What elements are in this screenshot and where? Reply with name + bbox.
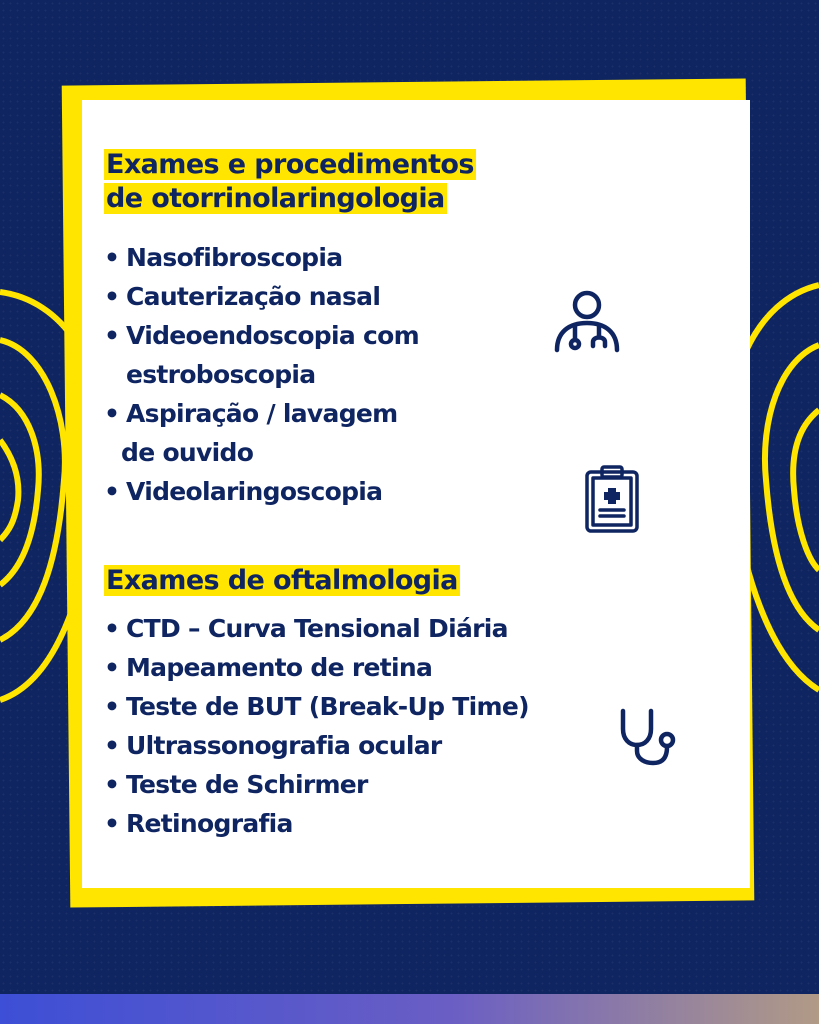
clipboard-medical-icon [584, 464, 640, 534]
section2-list [104, 609, 529, 843]
list-item: • Videolaringoscopia [104, 472, 419, 511]
list-item: • Retinografia [104, 804, 529, 843]
doctor-icon [553, 288, 621, 356]
list-item: • Videoendoscopia com estroboscopia [104, 316, 419, 394]
list-item: • Ultrassonografia ocular [104, 726, 529, 765]
list-item: • Mapeamento de retina [104, 648, 529, 687]
stethoscope-icon [617, 707, 679, 767]
section1-title-line2: de otorrinolaringologia [106, 183, 445, 214]
list-item: • Teste de BUT (Break-Up Time) [104, 687, 529, 726]
section1-list [104, 238, 419, 511]
list-item: • CTD – Curva Tensional Diária [104, 609, 529, 648]
list-item: • Aspiração / lavagem de ouvido [104, 394, 419, 472]
section1-title [104, 148, 476, 216]
section1-title-line1: Exames e procedimentos [106, 149, 474, 180]
list-item: • Nasofibroscopia [104, 238, 419, 277]
list-item: • Teste de Schirmer [104, 765, 529, 804]
list-item: • Cauterização nasal [104, 277, 419, 316]
section2-title: Exames de oftalmologia [106, 565, 458, 596]
bottom-gradient-bar [0, 994, 819, 1024]
